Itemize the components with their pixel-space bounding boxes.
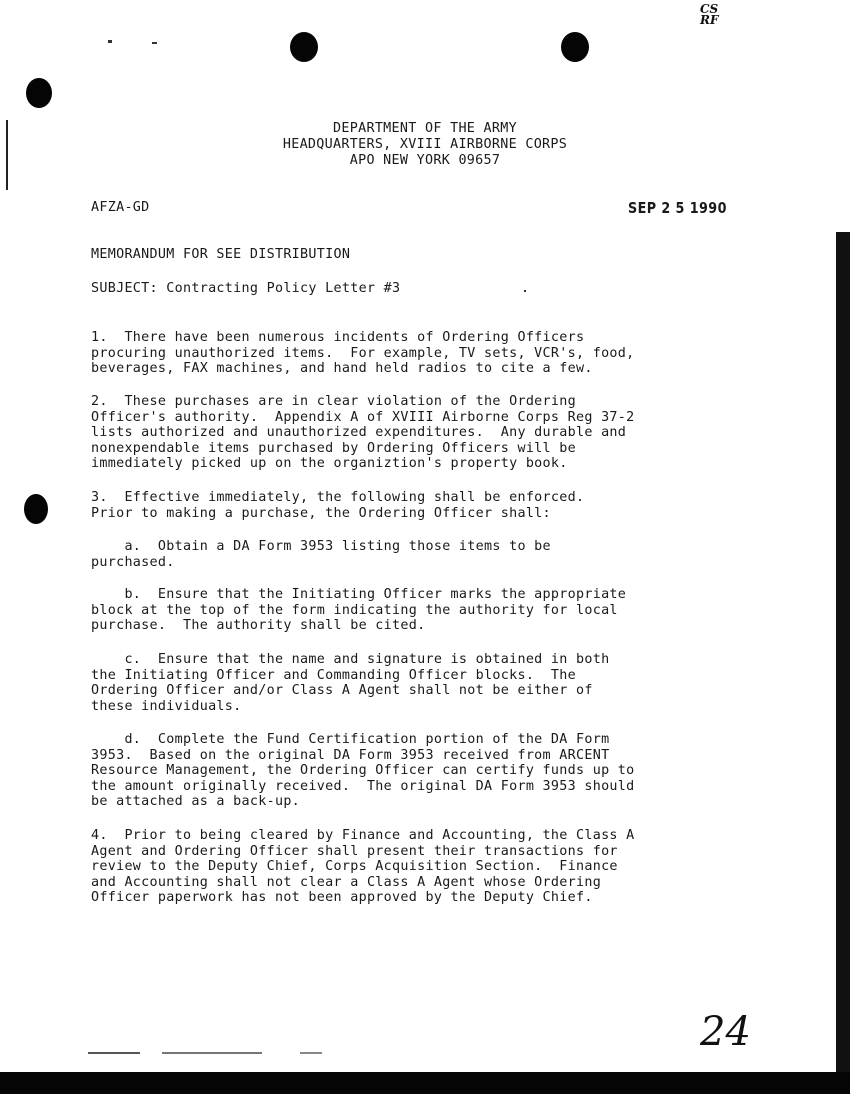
subparagraph-d: d. Complete the Fund Certification portion of the DA Form 3953. Based on the original DA Form 3953 received from ARCENT Resource Management, the Ordering Officer can certify funds up to the amount originally received. The original DA Form 3953 should be attached as a back-up. [91,732,635,810]
punch-hole-left-top [26,78,52,108]
scan-speck [88,1052,140,1054]
subparagraph-a: a. Obtain a DA Form 3953 listing those items to be purchased. [91,539,551,570]
scan-speck [152,42,157,44]
memorandum-for: MEMORANDUM FOR SEE DISTRIBUTION [91,247,351,262]
punch-hole-top-right [561,32,589,62]
scan-speck [162,1052,262,1054]
punch-hole-top-center [290,32,318,62]
date-stamp: SEP 2 5 1990 [628,199,727,217]
punch-hole-left-middle [24,494,48,524]
paragraph-4: 4. Prior to being cleared by Finance and Accounting, the Class A Agent and Ordering Officer shall present their transactions for review to the Deputy Chief, Corps Acquisition Section. Finance and Accounting shall not clear a Class A Agent whose Ordering Officer paperwork has not been approved by the Deputy Chief. [91,828,635,906]
office-symbol: AFZA-GD [91,200,150,215]
paragraph-2: 2. These purchases are in clear violation of the Ordering Officer's authority. Appendix A of XVIII Airborne Corps Reg 37-2 lists authorized and unauthorized expenditures. Any durable and nonexpendable items purchased by Ordering Officers will be immediately picked up on the organiztion's property book. [91,394,635,472]
scan-edge-bottom [0,1072,850,1094]
subparagraph-c: c. Ensure that the name and signature is obtained in both the Initiating Officer and Commanding Officer blocks. The Ordering Officer and/or Class A Agent shall not be either of these individuals. [91,652,610,714]
corner-handwritten-mark: CS RF [700,2,719,27]
paragraph-1: 1. There have been numerous incidents of Ordering Officers procuring unauthorized items. For example, TV sets, VCR's, food, beverages, FAX machines, and hand held radios to cite a few. [91,330,635,377]
paragraph-3: 3. Effective immediately, the following shall be enforced. Prior to making a purchase, the Ordering Officer shall: [91,490,585,521]
letterhead-department: DEPARTMENT OF THE ARMY [333,121,517,136]
subparagraph-b: b. Ensure that the Initiating Officer marks the appropriate block at the top of the form indicating the authority for local purchase. The authority shall be cited. [91,587,627,634]
scan-edge-right [836,232,850,1072]
scan-speck [524,290,526,292]
letterhead-headquarters: HEADQUARTERS, XVIII AIRBORNE CORPS [282,137,568,152]
subject-line: SUBJECT: Contracting Policy Letter #3 [91,281,401,296]
scan-speck [108,40,112,43]
letterhead-address: APO NEW YORK 09657 [349,153,501,168]
handwritten-page-number: 24 [700,1009,751,1055]
scan-speck [300,1052,322,1054]
